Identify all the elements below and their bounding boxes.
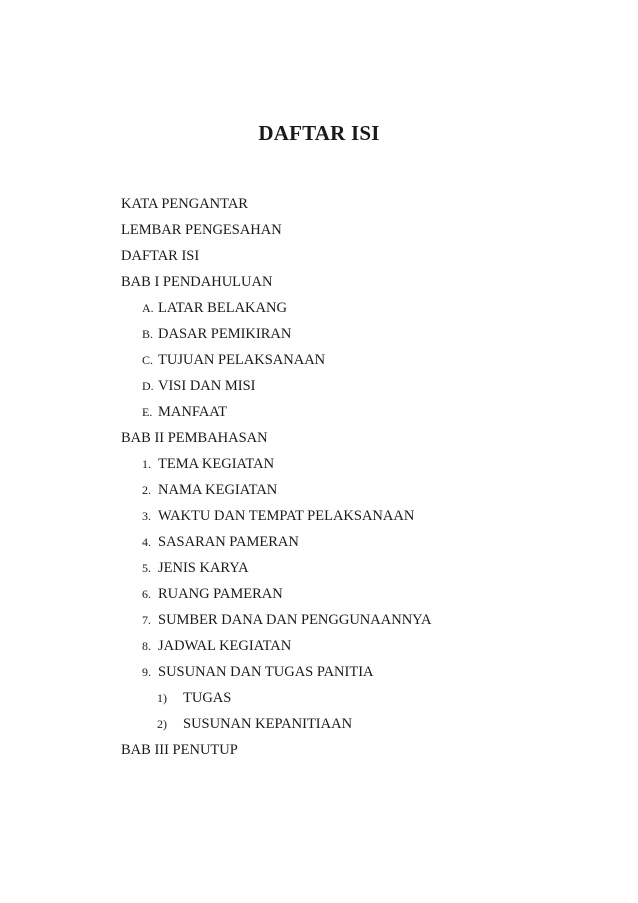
toc-entry-text: LATAR BELAKANG bbox=[158, 300, 287, 316]
toc-entry bbox=[121, 323, 432, 349]
toc-entry-text: SUSUNAN KEPANITIAAN bbox=[183, 716, 353, 732]
toc-entry-text: NAMA KEGIATAN bbox=[158, 482, 278, 498]
toc-entry-number: 2. bbox=[142, 483, 151, 497]
toc-entry bbox=[121, 713, 432, 739]
toc-entry-number: B. bbox=[142, 327, 154, 341]
toc-entry-text: DAFTAR ISI bbox=[121, 248, 200, 264]
toc-entry-text: BAB III PENUTUP bbox=[121, 742, 238, 758]
toc-entry-number: 1) bbox=[157, 691, 167, 705]
toc-entry bbox=[121, 531, 432, 557]
toc-entry bbox=[121, 401, 432, 427]
toc-entry-number: 7. bbox=[142, 613, 151, 627]
toc-entry bbox=[121, 427, 432, 453]
toc-entry bbox=[121, 219, 432, 245]
toc-entry-text: JADWAL KEGIATAN bbox=[158, 638, 292, 654]
toc-entry-number: 3. bbox=[142, 509, 151, 523]
toc-entry-number: C. bbox=[142, 353, 154, 367]
toc-entry-text: BAB I PENDAHULUAN bbox=[121, 274, 273, 290]
toc-entry-text: TUJUAN PELAKSANAAN bbox=[158, 352, 326, 368]
toc-entry-number: 1. bbox=[142, 457, 151, 471]
toc-entry-text: SUMBER DANA DAN PENGGUNAANNYA bbox=[158, 612, 432, 628]
toc-entry bbox=[121, 739, 432, 765]
toc-entry-text: MANFAAT bbox=[158, 404, 228, 420]
toc-entry-number: 4. bbox=[142, 535, 151, 549]
toc-entry bbox=[121, 661, 432, 687]
toc-entry-number: 9. bbox=[142, 665, 151, 679]
toc-entry bbox=[121, 193, 432, 219]
toc-entry-text: RUANG PAMERAN bbox=[158, 586, 283, 602]
toc-entry-text: JENIS KARYA bbox=[158, 560, 249, 576]
toc-entry bbox=[121, 453, 432, 479]
toc-entry-text: KATA PENGANTAR bbox=[121, 196, 248, 212]
page-title: DAFTAR ISI bbox=[258, 121, 380, 145]
toc-entry bbox=[121, 583, 432, 609]
table-of-contents bbox=[121, 193, 432, 765]
toc-entry-number: E. bbox=[142, 405, 153, 419]
toc-entry-text: DASAR PEMIKIRAN bbox=[158, 326, 292, 342]
toc-entry-text: SUSUNAN DAN TUGAS PANITIA bbox=[158, 664, 374, 680]
toc-entry-text: TUGAS bbox=[183, 690, 232, 706]
toc-entry-number: A. bbox=[142, 301, 154, 315]
toc-entry-number: 6. bbox=[142, 587, 151, 601]
toc-entry-text: VISI DAN MISI bbox=[158, 378, 256, 394]
toc-entry bbox=[121, 375, 432, 401]
toc-entry bbox=[121, 609, 432, 635]
toc-entry-text: BAB II PEMBAHASAN bbox=[121, 430, 268, 446]
toc-entry bbox=[121, 635, 432, 661]
toc-entry bbox=[121, 349, 432, 375]
toc-entry-text: WAKTU DAN TEMPAT PELAKSANAAN bbox=[158, 508, 415, 524]
toc-entry bbox=[121, 297, 432, 323]
toc-entry-text: SASARAN PAMERAN bbox=[158, 534, 299, 550]
toc-entry bbox=[121, 479, 432, 505]
toc-entry bbox=[121, 557, 432, 583]
toc-entry-text: TEMA KEGIATAN bbox=[158, 456, 275, 472]
toc-entry bbox=[121, 505, 432, 531]
toc-entry-number: 2) bbox=[157, 717, 167, 731]
toc-entry-text: LEMBAR PENGESAHAN bbox=[121, 222, 282, 238]
toc-entry-number: D. bbox=[142, 379, 154, 393]
toc-entry-number: 8. bbox=[142, 639, 151, 653]
toc-entry bbox=[121, 687, 432, 713]
toc-entry bbox=[121, 245, 432, 271]
toc-entry bbox=[121, 271, 432, 297]
toc-entry-number: 5. bbox=[142, 561, 151, 575]
